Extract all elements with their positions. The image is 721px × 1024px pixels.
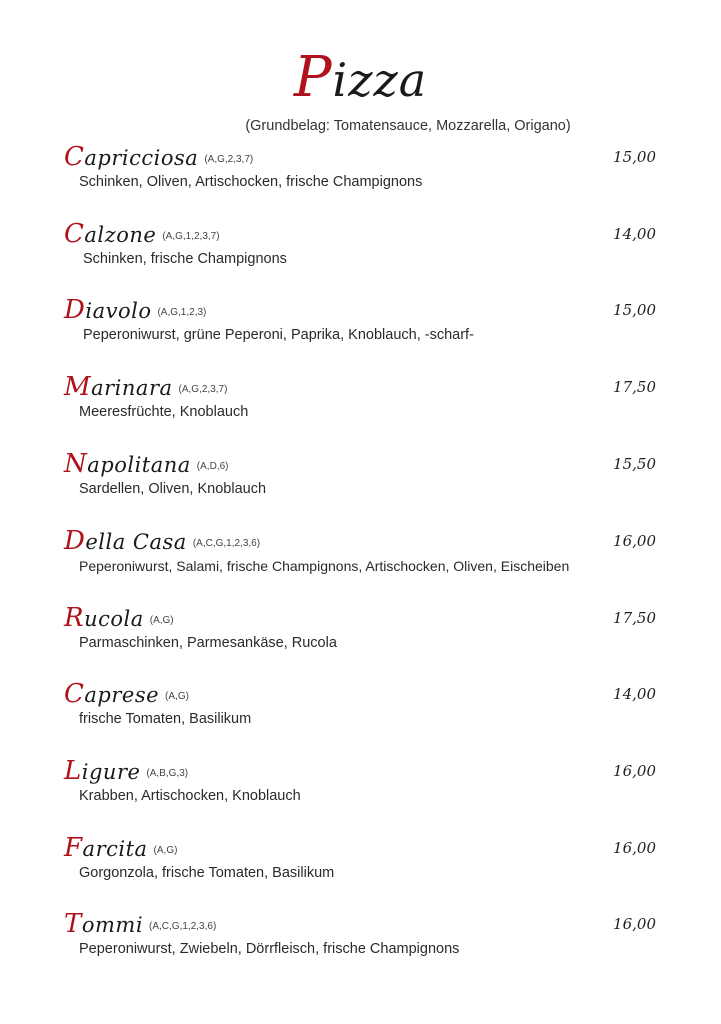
menu-item <box>64 526 660 586</box>
menu-item-header <box>64 526 660 556</box>
menu-item-name-initial: R <box>64 603 85 633</box>
menu-item-name <box>64 679 160 709</box>
menu-item-allergens: (A,G,2,3,7) <box>204 154 254 165</box>
menu-item-name-rest: ucola <box>84 607 144 631</box>
menu-item-name <box>64 449 191 479</box>
menu-item <box>64 756 660 816</box>
menu-item-allergens: (A,D,6) <box>196 461 229 472</box>
menu-item-name-initial: C <box>64 219 85 249</box>
menu-item <box>64 603 660 663</box>
menu-item-description: Meeresfrüchte, Knoblauch <box>79 404 249 420</box>
menu-item-header <box>64 679 660 709</box>
menu-item-name-rest: alzone <box>84 223 157 247</box>
menu-item-name <box>64 372 173 402</box>
menu-item-price: 16,00 <box>613 762 656 780</box>
menu-item <box>64 909 660 969</box>
menu-item-header <box>64 756 660 786</box>
menu-item-name-rest: apolitana <box>87 453 191 477</box>
menu-item-name <box>64 603 144 633</box>
menu-item-description: Schinken, Oliven, Artischocken, frische Champignons <box>79 174 423 190</box>
menu-item-allergens: (A,B,G,3) <box>146 768 189 779</box>
menu-item <box>64 449 660 509</box>
menu-item-name-rest: ella Casa <box>85 530 187 554</box>
menu-item-name <box>64 756 141 786</box>
menu-item <box>64 833 660 893</box>
menu-item-price: 16,00 <box>613 915 656 933</box>
menu-item-description: Gorgonzola, frische Tomaten, Basilikum <box>79 865 335 881</box>
menu-item-header <box>64 295 660 325</box>
menu-item-name-initial: F <box>64 833 83 863</box>
menu-item-header <box>64 909 660 939</box>
menu-item-description: Peperoniwurst, Salami, frische Champignons, Artischocken, Oliven, Eischeiben <box>79 558 570 574</box>
menu-item-description: Peperoniwurst, Zwiebeln, Dörrfleisch, frische Champignons <box>79 941 460 957</box>
menu-item-name-rest: ommi <box>81 913 144 937</box>
menu-item-name-rest: arcita <box>82 837 148 861</box>
menu-item-name-initial: D <box>64 295 86 325</box>
menu-item-name-initial: C <box>64 679 85 709</box>
menu-item <box>64 295 660 355</box>
menu-item-description: Parmaschinken, Parmesankäse, Rucola <box>79 635 337 651</box>
menu-item-description: frische Tomaten, Basilikum <box>79 711 252 727</box>
menu-item-price: 16,00 <box>613 839 656 857</box>
menu-item-allergens: (A,G) <box>153 845 178 856</box>
menu-item-price: 16,00 <box>613 532 656 550</box>
menu-item-header <box>64 142 660 172</box>
menu-item-name-rest: igure <box>81 760 141 784</box>
menu-item-header <box>64 372 660 402</box>
menu-item-name <box>64 526 187 556</box>
menu-item-name-initial: D <box>64 526 86 556</box>
menu-item <box>64 142 660 202</box>
menu-item <box>64 219 660 279</box>
menu-item-name-initial: L <box>64 756 82 786</box>
menu-item-allergens: (A,G,1,2,3,7) <box>162 231 220 242</box>
menu-item-price: 15,00 <box>613 148 656 166</box>
menu-item-description: Peperoniwurst, grüne Peperoni, Paprika, Knoblauch, -scharf- <box>83 327 474 343</box>
menu-item-header <box>64 449 660 479</box>
menu-item-name-rest: iavolo <box>85 299 152 323</box>
menu-item-name-rest: arinara <box>91 376 173 400</box>
menu-item-allergens: (A,G,1,2,3) <box>157 307 207 318</box>
menu-item-description: Sardellen, Oliven, Knoblauch <box>79 481 267 497</box>
menu-item-allergens: (A,C,G,1,2,3,6) <box>192 538 261 549</box>
menu-item-price: 17,50 <box>613 378 656 396</box>
menu-item-name-initial: M <box>64 372 92 402</box>
page-title-rest: izza <box>332 53 428 107</box>
page-title <box>0 45 721 110</box>
menu-item-allergens: (A,G,2,3,7) <box>178 384 228 395</box>
menu-item-name <box>64 833 148 863</box>
menu-item-name-initial: C <box>64 142 85 172</box>
menu-item-header <box>64 603 660 633</box>
menu-item-description: Schinken, frische Champignons <box>83 251 287 267</box>
menu-item-price: 14,00 <box>613 225 656 243</box>
menu-item-price: 15,00 <box>613 301 656 319</box>
menu-item-allergens: (A,G) <box>149 615 174 626</box>
menu-item-header <box>64 833 660 863</box>
page-title-initial: P <box>293 45 333 110</box>
page-subtitle: (Grundbelag: Tomatensauce, Mozzarella, Origano) <box>245 118 571 134</box>
menu-item-price: 15,50 <box>613 455 656 473</box>
menu-item <box>64 679 660 739</box>
menu-item-allergens: (A,G) <box>165 691 189 702</box>
menu-item-name <box>64 909 144 939</box>
menu-item-name-initial: T <box>64 909 82 939</box>
menu-item-allergens: (A,C,G,1,2,3,6) <box>149 921 217 932</box>
menu-item <box>64 372 660 432</box>
menu-item-name-rest: apricciosa <box>84 146 199 170</box>
menu-item-name-initial: N <box>64 449 88 479</box>
menu-item-name <box>64 219 157 249</box>
menu-item-name-rest: aprese <box>84 683 160 707</box>
menu-item-name <box>64 295 152 325</box>
menu-item-header <box>64 219 660 249</box>
menu-item-price: 17,50 <box>613 609 656 627</box>
menu-item-description: Krabben, Artischocken, Knoblauch <box>79 788 301 804</box>
menu-item-price: 14,00 <box>613 685 656 703</box>
menu-item-name <box>64 142 199 172</box>
